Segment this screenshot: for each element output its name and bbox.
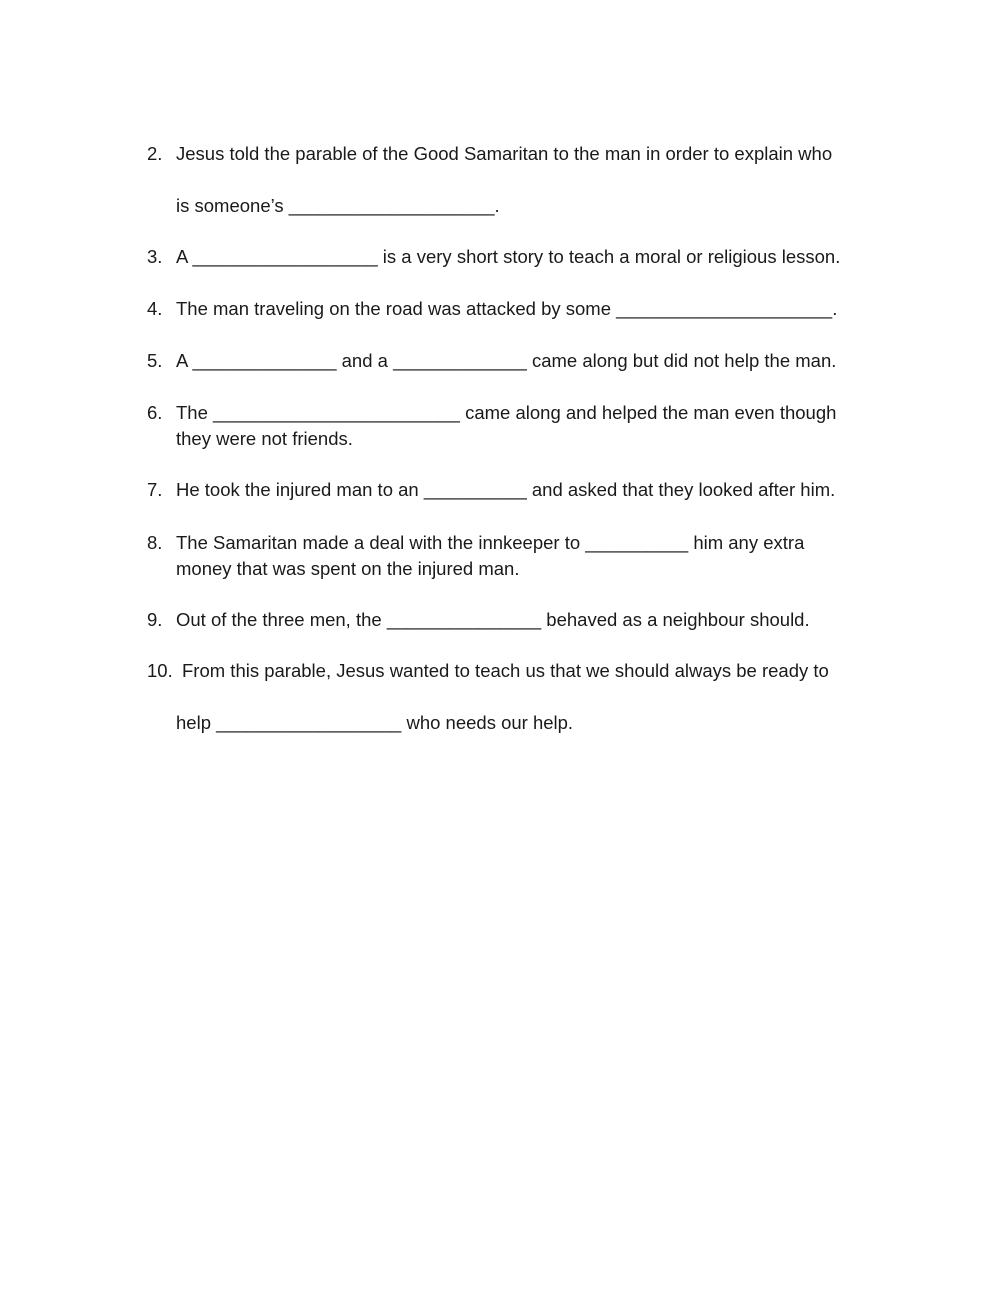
question-text: A ______________ and a _____________ came along but did not help the man. <box>176 350 837 371</box>
question-number: 5. <box>147 350 163 371</box>
question-number: 8. <box>147 532 163 553</box>
question-text: From this parable, Jesus wanted to teach us that we should always be ready to <box>182 660 829 681</box>
question-text: A __________________ is a very short story to teach a moral or religious lesson. <box>176 246 841 267</box>
question-text: money that was spent on the injured man. <box>176 558 520 579</box>
question-text: He took the injured man to an __________ and asked that they looked after him. <box>176 479 836 500</box>
question-text: help __________________ who needs our help. <box>176 712 574 733</box>
question-text: they were not friends. <box>176 428 353 449</box>
question-number: 2. <box>147 143 163 164</box>
question-text: is someone’s ____________________. <box>176 195 500 216</box>
question-number: 6. <box>147 402 163 423</box>
question-text: The Samaritan made a deal with the innkeeper to __________ him any extra <box>176 532 805 553</box>
question-text: Out of the three men, the _______________ behaved as a neighbour should. <box>176 609 810 630</box>
question-text: Jesus told the parable of the Good Samaritan to the man in order to explain who <box>176 143 833 164</box>
question-number: 4. <box>147 298 163 319</box>
question-number: 10. <box>147 660 173 681</box>
question-number: 7. <box>147 479 163 500</box>
question-number: 3. <box>147 246 163 267</box>
question-number: 9. <box>147 609 163 630</box>
question-text: The man traveling on the road was attacked by some _____________________. <box>176 298 838 319</box>
question-text: The ________________________ came along and helped the man even though <box>176 402 837 423</box>
